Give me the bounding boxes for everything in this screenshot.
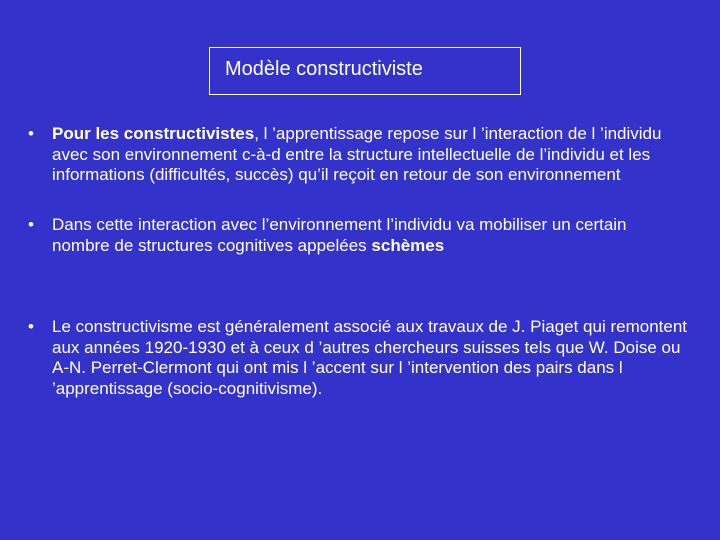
bullet-text-3 bbox=[52, 317, 688, 399]
bullet-3-body: Le constructivisme est généralement associé aux travaux de J. Piaget qui remontent aux années 1920-1930 et à ceux d ’autres chercheurs suisses tels que W. Doise ou A-N. Perret-Clermont qui ont mis l ’accent sur l ’intervention des pairs dans l ’apprentissage (socio-cognitivisme). bbox=[52, 317, 688, 398]
slide-title-box bbox=[209, 47, 521, 95]
bullet-2-bold-tail: schèmes bbox=[371, 235, 445, 255]
bullet-marker: • bbox=[28, 317, 34, 336]
bullet-1-body: , l ’apprentissage repose sur l ’interaction de l ’individu avec son environnement c-à-d entre la structure intellectuelle de l’individu et les informations (difficultés, succès) qu’il reçoit en retour de son environnement bbox=[52, 124, 662, 184]
bullet-text-1 bbox=[52, 124, 688, 186]
bullet-text-2 bbox=[52, 215, 688, 256]
slide-title: Modèle constructiviste bbox=[225, 58, 423, 80]
bullet-marker: • bbox=[28, 215, 34, 234]
bullet-2-body: Dans cette interaction avec l’environnement l’individu va mobiliser un certain nombre de structures cognitives appelées bbox=[52, 215, 627, 255]
bullet-1-bold-lead: Pour les constructivistes bbox=[52, 124, 255, 143]
bullet-marker: • bbox=[28, 124, 34, 143]
